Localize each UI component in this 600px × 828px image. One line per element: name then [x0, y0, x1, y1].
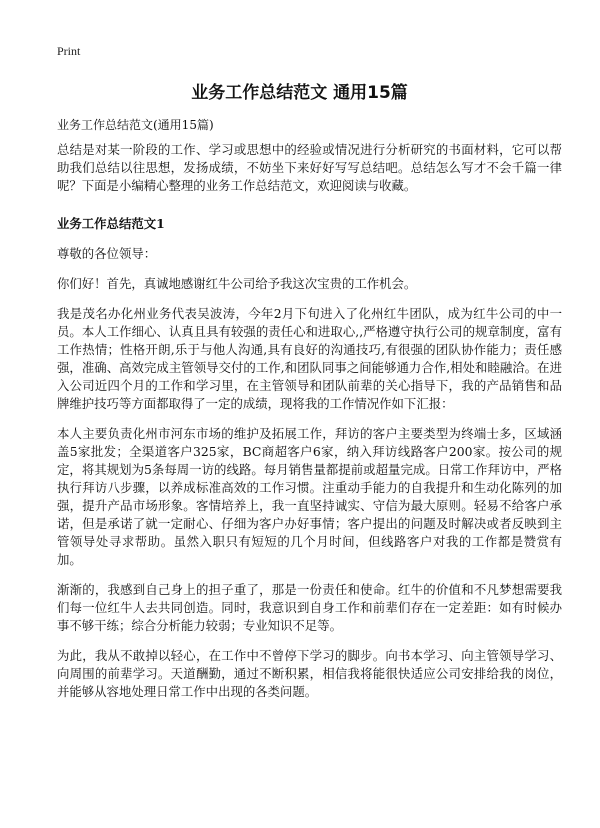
- document-subtitle: 业务工作总结范文(通用15篇): [57, 118, 214, 132]
- greeting-paragraph: 你们好！首先，真诚地感谢红牛公司给予我这次宝贵的工作机会。: [57, 276, 417, 291]
- section-heading: 业务工作总结范文1: [57, 216, 165, 231]
- body-paragraph: 我是茂名办化州业务代表吴波涛，今年2月下旬进入了化州红牛团队，成为红牛公司的中一员。本人工作细心、认真且具有较强的责任心和进取心,,严格遵守执行公司的规章制度，富有工作热情；性格开朗,乐于与他人沟通,具有良好的沟通技巧,有很强的团队协作能力；责任感强，准确、高效完成主管领导交付的工作,和团队同事之间能够通力合作,相处和睦融洽。在进入公司近四个月的工作和学习里，在主管领导和团队前辈的关心指导下，我的产品销售和品牌维护技巧等方面都取得了一定的成绩，现将我的工作情况作如下汇报：: [57, 306, 562, 411]
- document-title: 业务工作总结范文 通用15篇: [191, 83, 408, 103]
- intro-paragraph: 总结是对某一阶段的工作、学习或思想中的经验或情况进行分析研究的书面材料，它可以帮助我们总结以往思想，发扬成绩，不妨坐下来好好写写总结吧。总结怎么写才不会千篇一律呢？下面是小编精心整理的业务工作总结范文，欢迎阅读与收藏。: [57, 142, 562, 193]
- body-paragraph: 本人主要负责化州市河东市场的维护及拓展工作，拜访的客户主要类型为终端士多，区域涵盖5家批发；全渠道客户325家，BC商超客户6家，纳入拜访线路客户200家。按公司的规定，将其规划为5条每周一访的线路。每月销售量都提前或超量完成。日常工作拜访中，严格执行拜访八步骤，以养成标准高效的工作习惯。注重动手能力的自我提升和生动化陈列的加强，提升产品市场形象。客情培养上，我一直坚持诚实、守信为最大原则。轻易不给客户承诺，但是承诺了就一定耐心、仔细为客户办好事情；客户提出的问题及时解决或者反映到主管领导处寻求帮助。虽然入职只有短短的几个月时间，但线路客户对我的工作都是赞赏有加。: [57, 426, 562, 567]
- body-paragraph: 为此，我从不敢掉以轻心，在工作中不曾停下学习的脚步。向书本学习、向主管领导学习、向周围的前辈学习。天道酬勤，通过不断积累，相信我将能很快适应公司安排给我的岗位，并能够从容地处理日常工作中出现的各类问题。: [57, 648, 562, 699]
- body-paragraph: 渐渐的，我感到自己身上的担子重了，那是一份责任和使命。红牛的价值和不凡梦想需要我们每一位红牛人去共同创造。同时，我意识到自身工作和前辈们存在一定差距：如有时候办事不够干练；综合分析能力较弱；专业知识不足等。: [57, 582, 562, 633]
- print-link[interactable]: Print: [57, 44, 81, 58]
- salutation: 尊敬的各位领导：: [57, 246, 157, 261]
